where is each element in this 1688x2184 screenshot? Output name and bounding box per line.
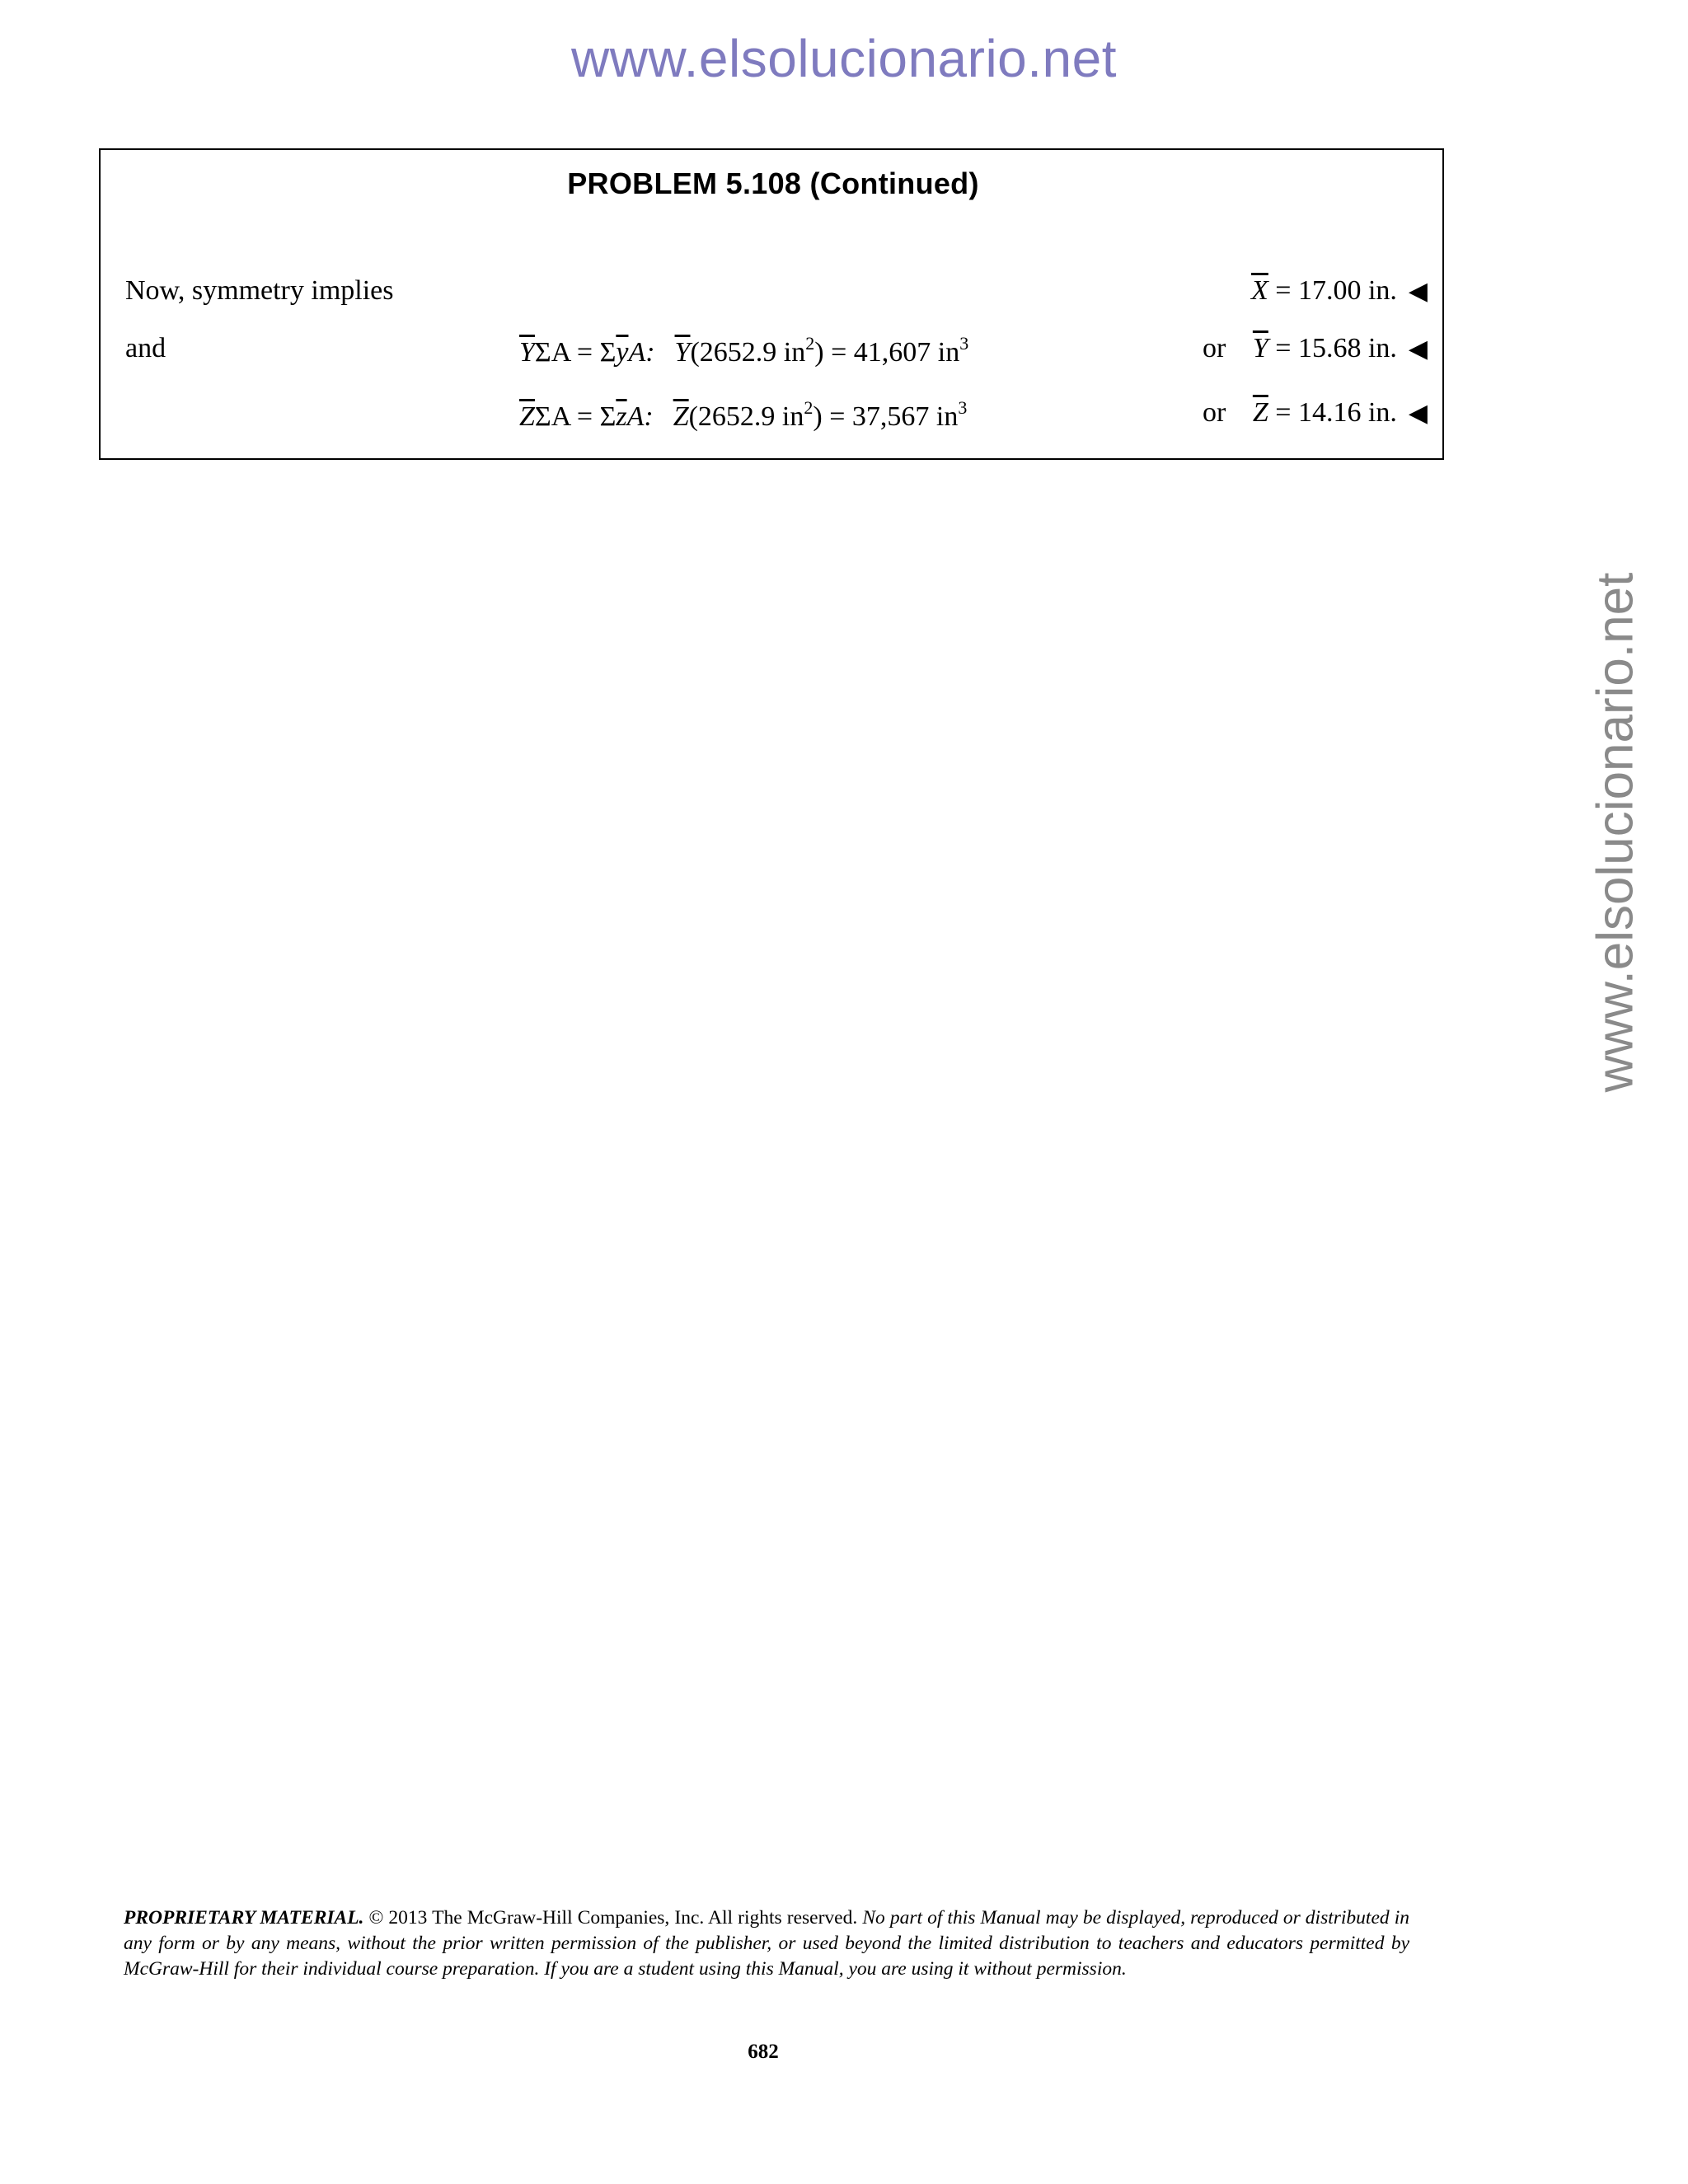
watermark-side: www.elsolucionario.net [1587,572,1644,1093]
watermark-top: www.elsolucionario.net [571,29,1117,88]
page-number: 682 [748,2041,779,2063]
problem-box [99,148,1444,460]
answer-arrow-icon: ◀ [1408,278,1428,305]
x-bar-symbol: $\overline{X}$ [1251,275,1268,306]
z-eq-colon: A: [626,401,654,432]
z-eq-body-2: ) = 37,567 in [813,401,959,432]
z-small-bar-symbol: $\overline{z}$ [616,401,627,432]
y-eq-body-2: ) = 41,607 in [814,337,960,368]
z-result-value: = 14.16 in. [1275,397,1397,428]
symmetry-text: Now, symmetry implies [125,275,394,306]
y-bar-symbol-2: $\overline{Y}$ [674,337,691,368]
answer-arrow-icon: ◀ [1408,335,1428,363]
problem-title: PROBLEM 5.108 (Continued) [567,166,979,200]
y-eq-sum: ΣA = Σ [534,337,617,368]
copyright-notice [124,1905,1409,1982]
y-or-text: or [1203,333,1226,363]
y-eq-sup-2: 2 [805,333,815,354]
y-bar-symbol: $\overline{Y}$ [519,337,535,368]
z-equation-row [125,397,1428,438]
proprietary-label: PROPRIETARY MATERIAL. [124,1907,364,1929]
answer-arrow-icon: ◀ [1408,400,1428,427]
symmetry-row [125,275,1428,316]
z-result-symbol: $\overline{Z}$ [1252,397,1268,428]
and-text: and [125,333,166,363]
z-bar-symbol: $\overline{Z}$ [519,401,535,432]
x-result-value: = 17.00 in. [1275,275,1397,306]
y-result [1203,333,1428,364]
permission-notice: No part of this Manual may be displayed, reproduced or distributed in any form or by any means, without the prior written permission of the publisher, or used beyond the limited distribution to teachers and educators permitted by McGraw-Hill for their individual course preparation. If you are a student using this Manual, you are using it without permission. [124,1907,1409,1980]
z-or-text: or [1203,397,1226,428]
z-eq-sup-3: 3 [958,397,968,418]
y-eq-body: (2652.9 in [690,337,806,368]
y-equation [519,333,968,368]
z-equation [519,397,967,433]
z-result [1203,397,1428,429]
z-bar-symbol-2: $\overline{Z}$ [673,401,689,432]
z-eq-sup-2: 2 [804,397,814,418]
copyright-text: © 2013 The McGraw-Hill Companies, Inc. All rights reserved. [363,1907,863,1929]
y-eq-sup-3: 3 [959,333,969,354]
y-equation-row [125,333,1428,374]
y-small-bar-symbol: $\overline{y}$ [616,337,629,368]
z-eq-body: (2652.9 in [688,401,804,432]
y-result-symbol: $\overline{Y}$ [1252,333,1268,363]
y-eq-colon: A: [628,337,655,368]
y-result-value: = 15.68 in. [1275,333,1397,363]
z-eq-sum: ΣA = Σ [534,401,617,432]
x-result [1251,275,1428,307]
